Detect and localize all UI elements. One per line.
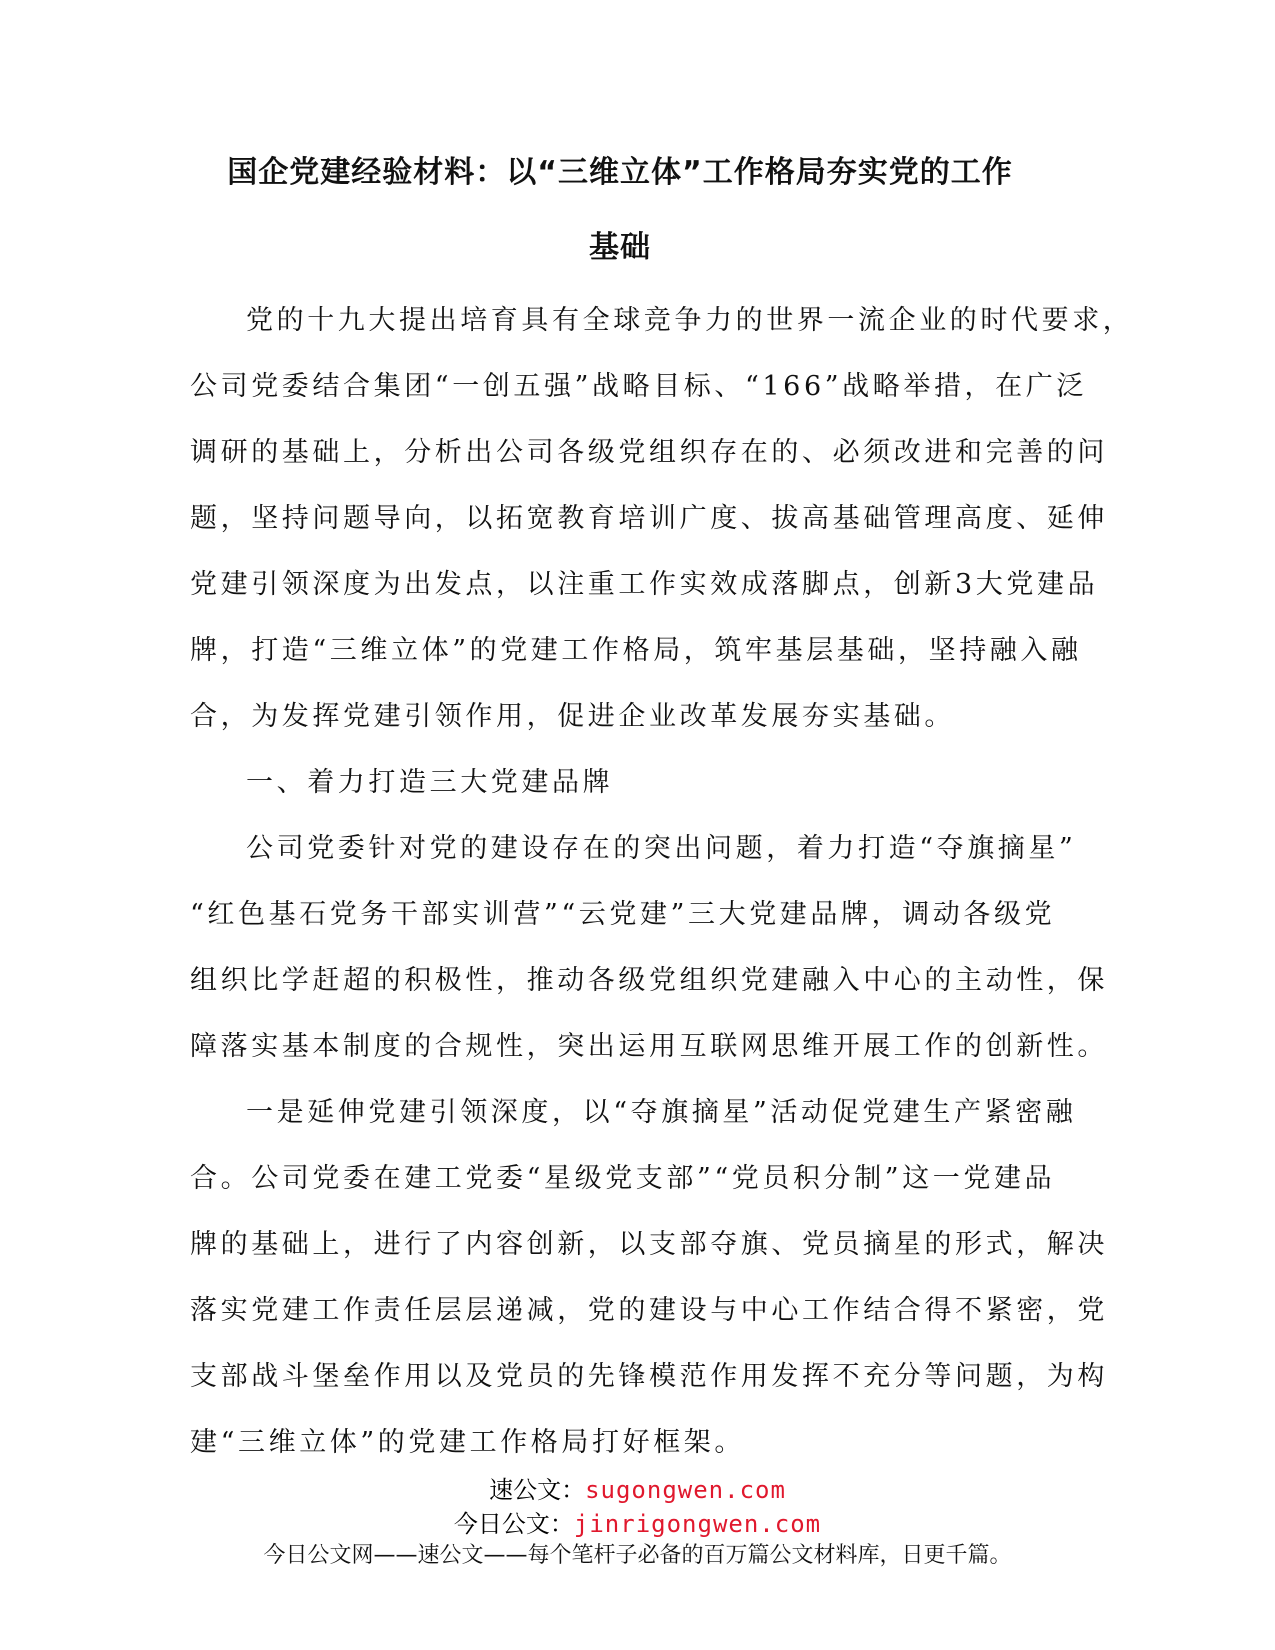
body-text-line: 党的十九大提出培育具有全球竞争力的世界一流企业的时代要求， (246, 305, 1134, 336)
body-text-line: 一、着力打造三大党建品牌 (246, 767, 614, 798)
document-title-line-1: 国企党建经验材料：以“三维立体”工作格局夯实党的工作 (227, 155, 1013, 190)
body-text-line: 公司党委针对党的建设存在的突出问题，着力打造“夺旗摘星” (246, 833, 1077, 864)
body-text-line: “红色基石党务干部实训营”“云党建”三大党建品牌，调动各级党 (190, 899, 1056, 930)
body-text-line: 公司党委结合集团“一创五强”战略目标、“166”战略举措，在广泛 (190, 371, 1087, 402)
footer-label-jinrigongwen: 今日公文： (453, 1510, 574, 1538)
footer-label-sugongwen: 速公文： (489, 1476, 586, 1504)
footer-sugongwen (0, 1470, 1275, 1505)
body-text-line: 牌，打造“三维立体”的党建工作格局，筑牢基层基础，坚持融入融 (190, 635, 1082, 666)
sugongwen-link[interactable]: sugongwen.com (585, 1476, 786, 1504)
footer-jinrigongwen (0, 1504, 1275, 1539)
footer-slogan: 今日公文网——速公文——每个笔杆子必备的百万篇公文材料库，日更千篇。 (263, 1543, 1012, 1568)
document-title-line-2: 基础 (589, 230, 651, 265)
body-text-line: 合。公司党委在建工党委“星级党支部”“党员积分制”这一党建品 (190, 1163, 1056, 1194)
body-text-line: 建“三维立体”的党建工作格局打好框架。 (190, 1427, 746, 1458)
body-text-line: 落实党建工作责任层层递减，党的建设与中心工作结合得不紧密，党 (190, 1295, 1108, 1326)
body-text-line: 一是延伸党建引领深度，以“夺旗摘星”活动促党建生产紧密融 (246, 1097, 1077, 1128)
body-text-line: 调研的基础上，分析出公司各级党组织存在的、必须改进和完善的问 (190, 437, 1108, 468)
document-body (190, 300, 1134, 1488)
body-text-line: 党建引领深度为出发点，以注重工作实效成落脚点，创新3大党建品 (190, 569, 1099, 600)
body-text-line: 障落实基本制度的合规性，突出运用互联网思维开展工作的创新性。 (190, 1031, 1108, 1062)
jinrigongwen-link[interactable]: jinrigongwen.com (573, 1510, 822, 1538)
body-text-line: 题，坚持问题导向，以拓宽教育培训广度、拔高基础管理高度、延伸 (190, 503, 1108, 534)
body-text-line: 合，为发挥党建引领作用，促进企业改革发展夯实基础。 (190, 701, 955, 732)
body-text-line: 牌的基础上，进行了内容创新，以支部夺旗、党员摘星的形式，解决 (190, 1229, 1108, 1260)
body-text-line: 支部战斗堡垒作用以及党员的先锋模范作用发挥不充分等问题，为构 (190, 1361, 1108, 1392)
body-text-line: 组织比学赶超的积极性，推动各级党组织党建融入中心的主动性，保 (190, 965, 1108, 996)
